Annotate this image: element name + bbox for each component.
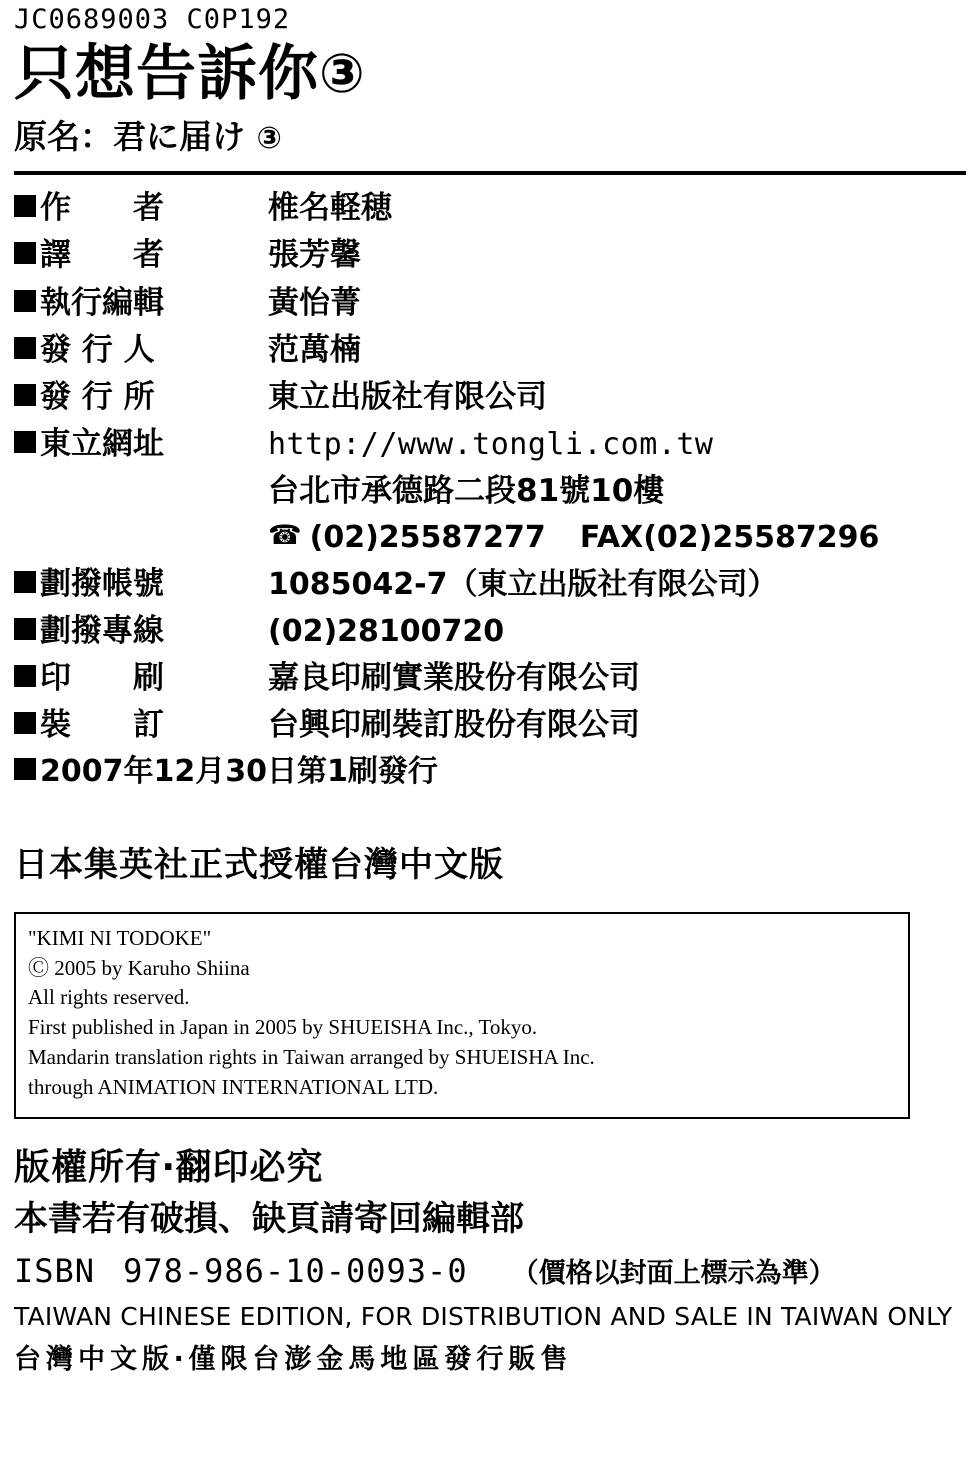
fax-number: FAX(02)25587296 <box>579 520 880 556</box>
divider <box>14 171 966 175</box>
bullet-square-icon <box>14 758 36 780</box>
copyright-box <box>14 912 910 1119</box>
credit-row-postal-account <box>14 561 966 608</box>
original-title-volume: ③ <box>256 121 282 157</box>
credit-label: 東立網址 <box>40 425 164 462</box>
page-title <box>14 40 966 109</box>
credit-label: 執行編輯 <box>40 284 164 321</box>
credit-label: 作 者 <box>40 190 164 227</box>
copyright-line: Mandarin translation rights in Taiwan arranged by SHUEISHA Inc. <box>28 1044 595 1069</box>
isbn-row <box>14 1251 966 1290</box>
bullet-square-icon <box>14 571 36 593</box>
licence-line: 日本集英社正式授權台灣中文版 <box>14 844 504 885</box>
isbn-label: ISBN <box>14 1252 96 1291</box>
bottom-block <box>14 1145 966 1377</box>
taiwan-distribution-en: TAIWAN CHINESE EDITION, FOR DISTRIBUTION AND SALE IN TAIWAN ONLY <box>14 1302 953 1332</box>
bullet-square-icon <box>14 337 36 359</box>
taiwan-distribution-zh: 台灣中文版‧僅限台澎金馬地區發行販售 <box>14 1344 573 1376</box>
credit-value: 東立出版社有限公司 <box>268 378 547 415</box>
credits-list <box>14 185 966 794</box>
credit-row-publisher-person <box>14 327 966 374</box>
phone-number: (02)25587277 <box>309 520 546 556</box>
credit-label: 譯 者 <box>40 237 164 274</box>
bullet-square-icon <box>14 290 36 312</box>
address-value: 台北市承德路二段81號10樓 <box>268 473 665 509</box>
credit-label: 印 刷 <box>40 659 164 696</box>
bullet-square-icon <box>14 431 36 453</box>
catalog-code: JC0689003 C0P192 <box>14 4 291 35</box>
damaged-copy-line: 本書若有破損、缺頁請寄回編輯部 <box>14 1199 524 1240</box>
bullet-square-icon <box>14 242 36 264</box>
credit-label: 劃撥專線 <box>40 612 164 649</box>
title-text: 只想告訴你 <box>14 39 319 110</box>
address-row <box>14 468 966 515</box>
credit-value: (02)28100720 <box>268 613 505 649</box>
phone-row <box>14 515 966 561</box>
credit-label: 劃撥帳號 <box>40 565 164 602</box>
credit-row-editor <box>14 280 966 327</box>
credit-value: 椎名軽穂 <box>268 190 392 227</box>
copyright-line: through ANIMATION INTERNATIONAL LTD. <box>28 1074 439 1099</box>
credit-label: 發 行 所 <box>40 378 155 415</box>
credit-row-website <box>14 421 966 468</box>
rights-reserved-line: 版權所有‧翻印必究 <box>14 1146 324 1188</box>
original-title <box>14 117 966 157</box>
bullet-square-icon <box>14 195 36 217</box>
publish-date-row <box>14 749 966 795</box>
bullet-square-icon <box>14 665 36 687</box>
copyright-line: All rights reserved. <box>28 985 190 1010</box>
copyright-line: First published in Japan in 2005 by SHUEISHA Inc., Tokyo. <box>28 1015 538 1040</box>
credit-value: 嘉良印刷實業股份有限公司 <box>268 659 640 696</box>
credit-label: 發 行 人 <box>40 331 155 368</box>
publish-date: 2007年12月30日第1刷發行 <box>40 754 438 790</box>
bullet-square-icon <box>14 712 36 734</box>
credit-row-author <box>14 185 966 232</box>
price-note: （價格以封面上標示為準） <box>511 1258 836 1290</box>
copyright-line: "KIMI NI TODOKE" <box>28 925 212 950</box>
credit-value: 范萬楠 <box>268 331 361 368</box>
credit-value: 黃怡菁 <box>268 284 361 321</box>
bullet-square-icon <box>14 384 36 406</box>
credit-row-printing <box>14 655 966 702</box>
credit-value: 1085042-7（東立出版社有限公司） <box>268 566 778 602</box>
title-volume: ③ <box>319 42 366 106</box>
isbn-value: 978-986-10-0093-0 <box>123 1252 468 1291</box>
credit-value: 張芳馨 <box>268 237 361 274</box>
credit-row-translator <box>14 232 966 279</box>
credit-row-postal-hotline <box>14 608 966 655</box>
credit-value: 台興印刷裝訂股份有限公司 <box>268 707 640 744</box>
credit-row-binding <box>14 702 966 749</box>
telephone-icon: ☎ <box>268 520 302 552</box>
website-url[interactable]: http://www.tongli.com.tw <box>268 426 714 462</box>
credit-row-publisher-company <box>14 374 966 421</box>
bullet-square-icon <box>14 618 36 640</box>
credit-label: 裝 訂 <box>40 707 164 744</box>
copyright-line: Ⓒ 2005 by Karuho Shiina <box>28 955 250 980</box>
original-title-text: 原名：君に届け <box>14 117 245 157</box>
